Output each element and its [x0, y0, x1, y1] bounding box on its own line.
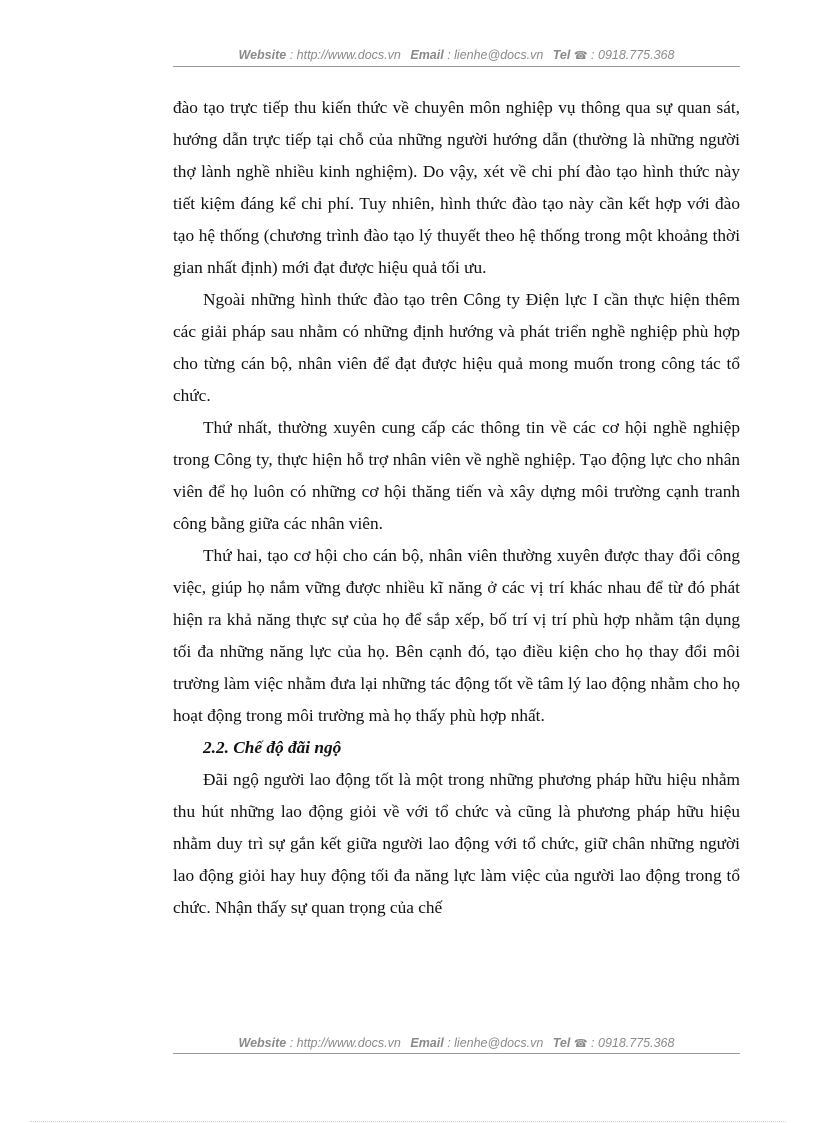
footer-email-label: Email — [410, 1036, 444, 1050]
section-heading: 2.2. Chế độ đãi ngộ — [203, 738, 342, 757]
footer-tel-number: : 0918.775.368 — [591, 1036, 675, 1050]
footer-rule — [173, 1053, 740, 1054]
paragraph-3: Thứ nhất, thường xuyên cung cấp các thông tin về các cơ hội nghề nghiệp trong Công ty, thực hiện hỗ trợ nhân viên về nghề nghiệp. Tạo động lực cho nhân viên để họ luôn có những cơ hội thăng tiến và xây dựng môi trường cạnh tranh công bằng giữa các nhân viên. — [173, 418, 740, 533]
page-header — [173, 48, 740, 62]
paragraph-1: đào tạo trực tiếp thu kiến thức về chuyên môn nghiệp vụ thông qua sự quan sát, hướng dẫn trực tiếp tại chỗ của những người hướng dẫn (thường là những người thợ lành nghề nhiều kinh nghiệm). Do vậy, xét về chi phí đào tạo hình thức này tiết kiệm đáng kể chi phí. Tuy nhiên, hình thức đào tạo này cần kết hợp với đào tạo hệ thống (chương trình đào tạo lý thuyết theo hệ thống trong một khoảng thời gian nhất định) mới đạt được hiệu quả tối ưu. — [173, 98, 740, 277]
header-tel-number: : 0918.775.368 — [591, 48, 675, 62]
page-footer — [173, 1036, 740, 1050]
header-website-url: : http://www.docs.vn — [289, 48, 401, 62]
paragraph-4: Thứ hai, tạo cơ hội cho cán bộ, nhân viên thường xuyên được thay đổi công việc, giúp họ nắm vững được nhiều kĩ năng ở các vị trí khác nhau để từ đó phát hiện ra khả năng thực sự của họ để sắp xếp, bố trí vị trí phù hợp nhằm tận dụng tối đa những năng lực của họ. Bên cạnh đó, tạo điều kiện cho họ thay đổi môi trường làm việc nhằm đưa lại những tác động tốt về tâm lý lao động nhằm cho họ hoạt động trong môi trường mà họ thấy phù hợp nhất. — [173, 546, 740, 725]
paragraph-5: Đãi ngộ người lao động tốt là một trong những phương pháp hữu hiệu nhằm thu hút những lao động giỏi về với tổ chức và cũng là phương pháp hữu hiệu nhằm duy trì sự gắn kết giữa người lao động với tổ chức, giữ chân những người lao động giỏi hay huy động tối đa năng lực làm việc của người lao động trong tổ chức. Nhận thấy sự quan trọng của chế — [173, 770, 740, 917]
header-tel-label: Tel — [552, 48, 571, 62]
header-email-address: : lienhe@docs.vn — [447, 48, 544, 62]
footer-website-url: : http://www.docs.vn — [289, 1036, 401, 1050]
footer-website-label: Website — [238, 1036, 287, 1050]
phone-icon: ☎ — [573, 50, 588, 62]
footer-email-address: : lienhe@docs.vn — [447, 1036, 544, 1050]
paragraph-2: Ngoài những hình thức đào tạo trên Công ty Điện lực I cần thực hiện thêm các giải pháp sau nhằm có những định hướng và phát triển nghề nghiệp phù hợp cho từng cán bộ, nhân viên để đạt được hiệu quả mong muốn trong công tác tổ chức. — [173, 290, 740, 405]
document-body — [173, 92, 740, 924]
footer-tel-label: Tel — [552, 1036, 571, 1050]
header-website-label: Website — [238, 48, 287, 62]
phone-icon: ☎ — [573, 1038, 588, 1050]
header-rule — [173, 66, 740, 67]
page-bottom-divider — [30, 1121, 786, 1122]
header-email-label: Email — [410, 48, 444, 62]
